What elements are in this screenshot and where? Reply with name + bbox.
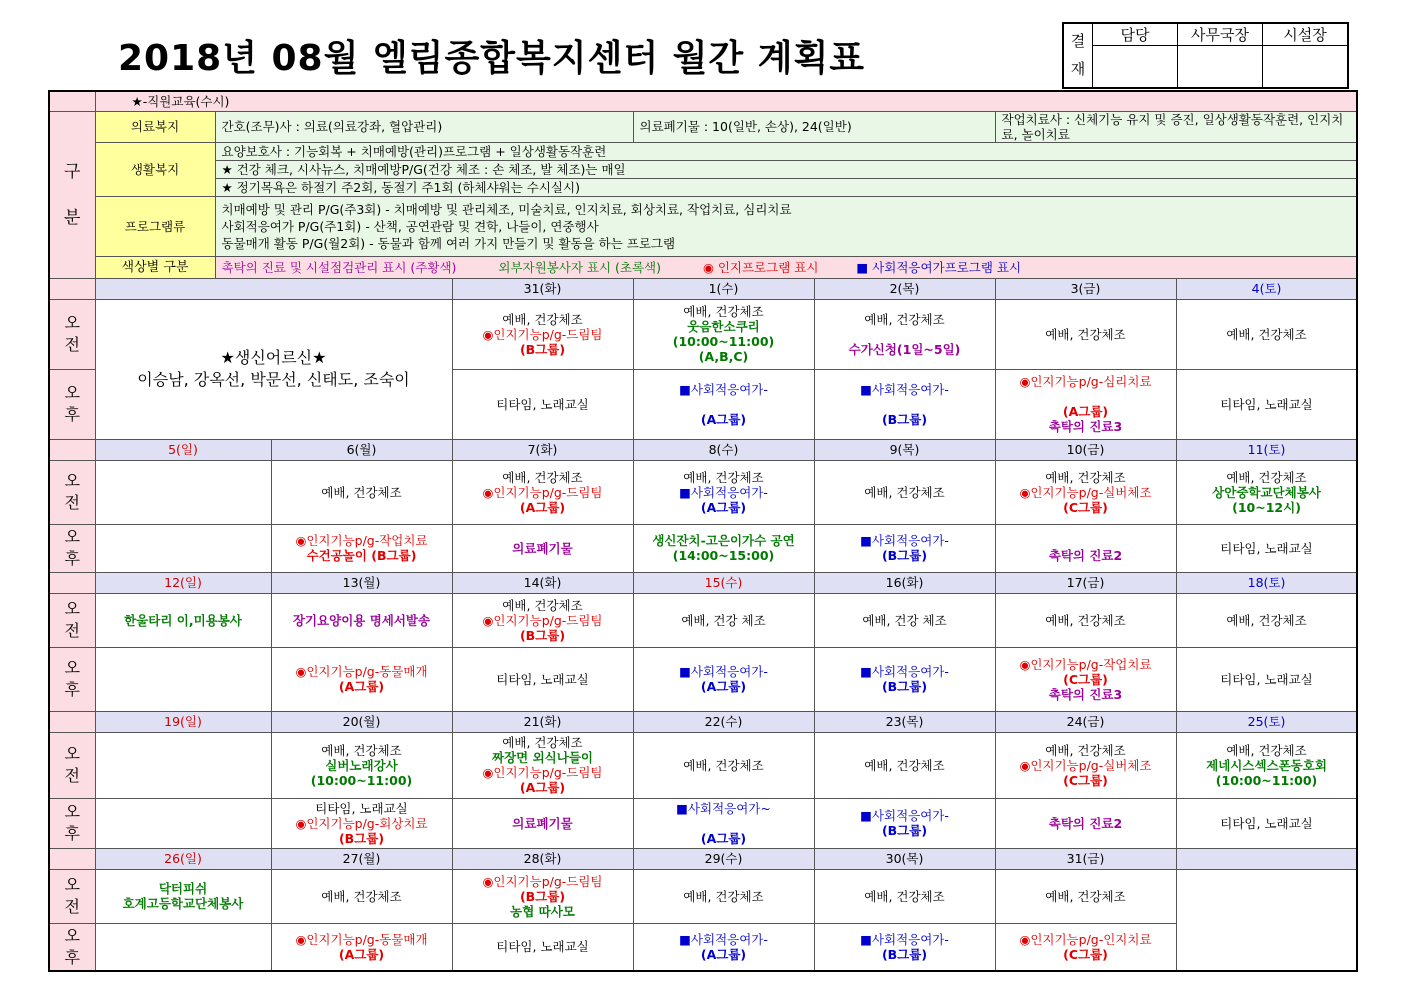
birthday-box <box>95 299 452 439</box>
date-header: 11(토) <box>1176 439 1357 460</box>
schedule-entry: 촉탁의 진료2 <box>1048 815 1123 831</box>
program-line-2: 사회적응여가 P/G(주1회) - 산책, 공연관람 및 견학, 나들이, 연중행사 <box>221 218 599 234</box>
schedule-cell[interactable] <box>452 299 633 369</box>
schedule-entry: 한울타리 이,미용봉사 <box>124 612 242 628</box>
date-header: 17(금) <box>995 572 1176 593</box>
schedule-cell[interactable] <box>1176 524 1357 572</box>
schedule-entry <box>998 533 1174 548</box>
schedule-entry: ◉인지기능p/g-드림팀 <box>482 612 603 628</box>
schedule-cell[interactable] <box>452 369 633 439</box>
schedule-cell[interactable] <box>814 647 995 711</box>
morning-label-char-1: 전 <box>64 766 80 785</box>
schedule-entry: 촉탁의 진료2 <box>1048 548 1123 563</box>
schedule-cell[interactable] <box>95 460 271 524</box>
morning-row <box>49 593 1357 647</box>
morning-row <box>49 299 1357 369</box>
afternoon-row <box>49 647 1357 711</box>
schedule-entry: 생신잔치-고은이가수 공연 <box>652 533 795 548</box>
schedule-entry: (B그룹) <box>519 341 566 357</box>
schedule-entry: 예배, 건강체조 <box>1045 612 1126 628</box>
schedule-entry: 촉탁의 진료3 <box>1048 686 1123 702</box>
schedule-entry: (B그룹) <box>338 830 385 846</box>
date-header: 4(토) <box>1176 278 1357 299</box>
afternoon-label-char-1: 후 <box>64 947 80 967</box>
schedule-entry: (A그룹) <box>700 946 747 962</box>
approval-sign-director[interactable] <box>1263 46 1349 88</box>
birthday-title: ★생신어르신★ <box>220 348 327 367</box>
schedule-entry: ■사회적응여가- <box>860 381 949 397</box>
date-header: 7(화) <box>452 439 633 460</box>
afternoon-label-char-0: 오 <box>64 383 80 402</box>
schedule-entry: 예배, 건강체조 <box>502 735 583 750</box>
schedule-cell[interactable] <box>633 869 814 923</box>
schedule-entry: ◉인지기능p/g-회상치료 <box>295 815 428 831</box>
schedule-entry: ◉인지기능p/g-동물매개 <box>295 931 428 947</box>
schedule-cell[interactable] <box>1176 798 1357 848</box>
schedule-entry: ◉인지기능p/g-실버체조 <box>1019 757 1152 773</box>
schedule-entry: 예배, 건강체조 <box>1045 742 1126 758</box>
schedule-entry: ◉인지기능p/g-심리치료 <box>1019 374 1152 389</box>
plan-table <box>48 90 1358 972</box>
life-line-2: ★ 건강 체크, 시사뉴스, 치매예방P/G(건강 체조 : 손 체조, 발 체조)는 매일 <box>215 160 1357 178</box>
schedule-entry: 수건공놀이 (B그룹) <box>306 548 417 563</box>
date-header: 14(화) <box>452 572 633 593</box>
color-legend <box>215 256 1357 278</box>
life-line-1: 요양보호사 : 기능회복 + 치매예방(관리)프로그램 + 일상생활동작훈련 <box>215 142 1357 160</box>
approval-sign-manager[interactable] <box>1178 46 1263 88</box>
legend-social: ■ 사회적응여가프로그램 표시 <box>856 259 1022 275</box>
date-header: 30(목) <box>814 848 995 869</box>
date-header: 13(월) <box>271 572 452 593</box>
schedule-cell[interactable] <box>814 798 995 848</box>
schedule-entry: (A그룹) <box>1062 404 1109 419</box>
schedule-entry: 예배, 건강체조 <box>1226 612 1307 628</box>
schedule-entry: 예배, 건강체조 <box>864 888 945 904</box>
schedule-entry: 예배, 건강체조 <box>1226 469 1307 485</box>
date-row-spacer <box>49 439 95 460</box>
afternoon-label-char-0: 오 <box>64 658 80 677</box>
schedule-cell[interactable] <box>452 869 633 923</box>
date-header: 31(화) <box>452 278 633 299</box>
approval-role-staff: 담당 <box>1093 23 1178 46</box>
schedule-entry: ■사회적응여가- <box>860 931 949 947</box>
schedule-entry: (B그룹) <box>519 627 566 643</box>
schedule-cell[interactable] <box>95 732 271 798</box>
afternoon-row <box>49 524 1357 572</box>
schedule-entry: (B그룹) <box>881 411 928 427</box>
schedule-cell[interactable] <box>1176 369 1357 439</box>
schedule-cell[interactable] <box>995 593 1176 647</box>
morning-label-char-0: 오 <box>64 875 80 894</box>
schedule-cell[interactable] <box>814 732 995 798</box>
schedule-cell[interactable] <box>452 732 633 798</box>
date-header: 29(수) <box>633 848 814 869</box>
schedule-entry: (A그룹) <box>338 679 385 694</box>
schedule-entry: (A그룹) <box>700 679 747 694</box>
schedule-cell[interactable] <box>271 923 452 971</box>
schedule-entry: 촉탁의 진료3 <box>1048 419 1123 434</box>
schedule-entry: 의료폐기물 <box>512 540 573 556</box>
schedule-cell[interactable] <box>95 524 271 572</box>
date-header: 31(금) <box>995 848 1176 869</box>
schedule-entry: (A그룹) <box>700 499 747 515</box>
schedule-entry: ■사회적응여가- <box>679 931 768 947</box>
week-date-row <box>49 278 1357 299</box>
program-lines <box>215 196 1357 256</box>
schedule-entry: 예배, 건강체조 <box>683 304 764 319</box>
page-title: 2018년 08월 엘림종합복지센터 월간 계획표 <box>118 38 866 79</box>
date-header: 12(일) <box>95 572 271 593</box>
schedule-entry: ◉인지기능p/g-드림팀 <box>482 765 603 780</box>
schedule-entry: (B그룹) <box>519 888 566 904</box>
schedule-cell[interactable] <box>271 593 452 647</box>
schedule-cell[interactable] <box>1176 732 1357 798</box>
schedule-entry: 호계고등학교단체봉사 <box>122 896 244 911</box>
schedule-cell[interactable] <box>814 923 995 971</box>
medical-waste: 의료폐기물 : 10(일반, 손상), 24(일반) <box>633 111 995 142</box>
schedule-cell[interactable] <box>95 923 271 971</box>
morning-label <box>49 869 95 923</box>
schedule-entry: ■사회적응여가- <box>679 381 768 397</box>
schedule-cell[interactable] <box>452 798 633 848</box>
approval-role-manager: 사무국장 <box>1178 23 1263 46</box>
schedule-cell[interactable] <box>995 869 1176 923</box>
schedule-entry: 예배, 건강체조 <box>864 484 945 500</box>
schedule-entry: (A그룹) <box>519 780 566 795</box>
gubun-label-2: 분 <box>64 207 81 228</box>
schedule-entry: (B그룹) <box>881 679 928 694</box>
schedule-entry: (B그룹) <box>881 548 928 563</box>
schedule-entry: 티타임, 노래교실 <box>1220 540 1313 556</box>
schedule-cell[interactable] <box>1176 869 1357 971</box>
schedule-cell[interactable] <box>995 647 1176 711</box>
date-header: 23(목) <box>814 711 995 732</box>
date-header: 28(화) <box>452 848 633 869</box>
legend-volunteer: 외부자원봉사자 표시 (초록색) <box>498 259 661 275</box>
schedule-entry: ◉인지기능p/g-동물매개 <box>295 664 428 679</box>
schedule-cell[interactable] <box>814 369 995 439</box>
date-header: 27(월) <box>271 848 452 869</box>
approval-label <box>1063 23 1093 88</box>
date-header: 24(금) <box>995 711 1176 732</box>
schedule-cell[interactable] <box>995 923 1176 971</box>
medical-ot: 작업치료사 : 신체기능 유지 및 증진, 일상생활동작훈련, 인지치료, 놀이치료 <box>995 111 1357 142</box>
date-header <box>1176 848 1357 869</box>
schedule-entry: (A그룹) <box>700 411 747 427</box>
schedule-entry: 예배, 건강체조 <box>321 888 402 904</box>
approval-table <box>1062 22 1349 89</box>
schedule-entry: 예배, 건강체조 <box>864 311 945 327</box>
schedule-cell[interactable] <box>995 732 1176 798</box>
schedule-cell[interactable] <box>452 647 633 711</box>
schedule-entry: (10~12시) <box>1232 499 1301 515</box>
morning-label-char-1: 전 <box>64 897 80 916</box>
schedule-entry: ◉인지기능p/g-작업치료 <box>1019 656 1152 672</box>
schedule-entry: ■사회적응여가~ <box>676 800 771 816</box>
life-line-3: ★ 정기목욕은 하절기 주2회, 동절기 주1회 (하체샤워는 수시실시) <box>215 178 1357 196</box>
schedule-cell[interactable] <box>95 798 271 848</box>
schedule-entry: (10:00~11:00) <box>310 772 413 788</box>
schedule-entry: 예배, 건강체조 <box>502 469 583 485</box>
schedule-entry: ◉인지기능p/g-작업치료 <box>295 533 428 548</box>
schedule-entry: 예배, 건강체조 <box>1045 469 1126 485</box>
schedule-entry: 장기요양이용 명세서발송 <box>292 612 431 628</box>
schedule-entry: (10:00~11:00) <box>672 334 775 349</box>
afternoon-label-char-1: 후 <box>64 680 80 699</box>
schedule-entry <box>636 397 812 412</box>
schedule-cell[interactable] <box>633 647 814 711</box>
program-line-1: 치매예방 및 관리 P/G(주3회) - 치매예방 및 관리체조, 미술치료, 인지치료, 회상치료, 작업치료, 심리치료 <box>221 201 792 217</box>
schedule-entry: 티타임, 노래교실 <box>315 800 408 816</box>
schedule-cell[interactable] <box>452 923 633 971</box>
birthday-names: 이승남, 강옥선, 박문선, 신태도, 조숙이 <box>137 370 410 389</box>
approval-sign-staff[interactable] <box>1093 46 1178 88</box>
schedule-entry: 예배, 건강체조 <box>683 469 764 485</box>
afternoon-label <box>49 524 95 572</box>
week-date-row <box>49 848 1357 869</box>
schedule-entry: (B그룹) <box>881 946 928 962</box>
schedule-entry: 예배, 건강체조 <box>502 311 583 327</box>
legend-cognitive: ◉ 인지프로그램 표시 <box>702 259 819 275</box>
date-header: 3(금) <box>995 278 1176 299</box>
schedule-cell[interactable] <box>95 593 271 647</box>
schedule-entry: ◉인지기능p/g-드림팀 <box>482 484 603 500</box>
schedule-entry: ◉인지기능p/g-실버체조 <box>1019 484 1152 500</box>
schedule-entry: (A그룹) <box>700 830 747 846</box>
schedule-cell[interactable] <box>1176 460 1357 524</box>
schedule-cell[interactable] <box>995 369 1176 439</box>
schedule-entry: 예배, 건강체조 <box>1226 326 1307 342</box>
schedule-entry: 예배, 건강체조 <box>1045 888 1126 904</box>
program-line-3: 동물매개 활동 P/G(월2회) - 동물과 함께 여러 가지 만들기 및 활동을 하는 프로그램 <box>221 235 676 251</box>
date-header: 8(수) <box>633 439 814 460</box>
schedule-entry: (C그룹) <box>1063 499 1108 515</box>
schedule-cell[interactable] <box>814 299 995 369</box>
schedule-cell[interactable] <box>271 869 452 923</box>
schedule-entry: 짜장면 외식나들이 <box>492 750 593 765</box>
afternoon-label <box>49 798 95 848</box>
schedule-entry <box>817 397 993 412</box>
schedule-entry: 티타임, 노래교실 <box>1220 815 1313 831</box>
schedule-cell[interactable] <box>814 593 995 647</box>
date-row-spacer <box>49 848 95 869</box>
afternoon-label-char-1: 후 <box>64 405 80 424</box>
schedule-entry: ■사회적응여가- <box>860 808 949 823</box>
morning-row <box>49 460 1357 524</box>
medical-nurse: 간호(조무)사 : 의료(의료강좌, 혈압관리) <box>215 111 633 142</box>
date-header: 6(월) <box>271 439 452 460</box>
morning-label-char-0: 오 <box>64 744 80 763</box>
color-legend-label: 색상별 구분 <box>95 256 215 278</box>
schedule-entry: 티타임, 노래교실 <box>496 396 589 412</box>
afternoon-label-char-0: 오 <box>64 925 80 945</box>
date-row-spacer <box>49 572 95 593</box>
schedule-cell[interactable] <box>633 369 814 439</box>
morning-label <box>49 460 95 524</box>
schedule-entry: (A,B,C) <box>698 349 749 364</box>
schedule-cell[interactable] <box>633 593 814 647</box>
afternoon-row <box>49 798 1357 848</box>
morning-label-char-0: 오 <box>64 599 80 618</box>
afternoon-row <box>49 923 1357 971</box>
schedule-entry: 예배, 건강 체조 <box>681 612 766 628</box>
schedule-entry: 상안중학교단체봉사 <box>1212 484 1321 500</box>
medical-label: 의료복지 <box>95 111 215 142</box>
schedule-cell[interactable] <box>95 647 271 711</box>
schedule-cell[interactable] <box>271 460 452 524</box>
morning-row <box>49 732 1357 798</box>
schedule-entry: ◉인지기능p/g-인지치료 <box>1019 931 1152 947</box>
date-header: 1(수) <box>633 278 814 299</box>
schedule-entry: ■사회적응여가- <box>860 664 949 679</box>
schedule-entry: 의료폐기물 <box>512 815 573 831</box>
schedule-cell[interactable] <box>633 299 814 369</box>
schedule-cell[interactable] <box>452 460 633 524</box>
morning-label-char-1: 전 <box>64 335 80 354</box>
schedule-entry: (C그룹) <box>1063 671 1108 687</box>
morning-label <box>49 299 95 369</box>
afternoon-label-char-1: 후 <box>64 824 80 843</box>
approval-label-1: 결 <box>1070 32 1086 51</box>
date-header: 19(일) <box>95 711 271 732</box>
schedule-cell[interactable] <box>995 524 1176 572</box>
schedule-cell[interactable] <box>633 460 814 524</box>
schedule-cell[interactable] <box>452 593 633 647</box>
schedule-entry: 티타임, 노래교실 <box>1220 396 1313 412</box>
schedule-entry: ■사회적응여가- <box>860 533 949 548</box>
program-label: 프로그램류 <box>95 196 215 256</box>
date-header: 20(월) <box>271 711 452 732</box>
schedule-cell[interactable] <box>995 299 1176 369</box>
schedule-cell[interactable] <box>452 524 633 572</box>
schedule-entry: 예배, 건강체조 <box>864 757 945 773</box>
schedule-cell[interactable] <box>814 460 995 524</box>
schedule-entry: (A그룹) <box>338 946 385 962</box>
schedule-entry: 예배, 건강 체조 <box>862 612 947 628</box>
afternoon-label-char-1: 후 <box>64 549 80 568</box>
schedule-entry: 예배, 건강체조 <box>1045 326 1126 342</box>
schedule-entry: (A그룹) <box>519 499 566 515</box>
approval-role-director: 시설장 <box>1263 23 1349 46</box>
schedule-cell[interactable] <box>814 869 995 923</box>
schedule-entry: 실버노래강사 <box>325 757 398 773</box>
schedule-cell[interactable] <box>995 798 1176 848</box>
morning-label-char-0: 오 <box>64 471 80 490</box>
date-header: 9(목) <box>814 439 995 460</box>
morning-label <box>49 732 95 798</box>
schedule-entry: 예배, 건강체조 <box>683 888 764 904</box>
date-header: 26(일) <box>95 848 271 869</box>
week-date-row <box>49 572 1357 593</box>
schedule-entry: 예배, 건강체조 <box>683 757 764 773</box>
schedule-cell[interactable] <box>1176 299 1357 369</box>
schedule-entry: (C그룹) <box>1063 772 1108 788</box>
gubun-label-1: 구 <box>64 161 81 182</box>
schedule-cell[interactable] <box>271 732 452 798</box>
date-row-spacer <box>49 711 95 732</box>
schedule-entry: 예배, 건강체조 <box>321 742 402 758</box>
schedule-entry: (10:00~11:00) <box>1215 772 1318 788</box>
afternoon-label-char-0: 오 <box>64 802 80 821</box>
week-date-row <box>49 439 1357 460</box>
schedule-entry: 티타임, 노래교실 <box>496 671 589 687</box>
schedule-cell[interactable] <box>633 923 814 971</box>
schedule-entry: 수가신청(1일~5일) <box>848 341 961 357</box>
morning-label <box>49 593 95 647</box>
schedule-entry <box>636 816 812 831</box>
schedule-cell[interactable] <box>271 524 452 572</box>
life-label: 생활복지 <box>95 142 215 196</box>
week-date-row <box>49 711 1357 732</box>
date-row-spacer <box>49 278 95 299</box>
schedule-cell[interactable] <box>633 524 814 572</box>
legend-doctor: 촉탁의 진료 및 시설점검관리 표시 (주황색) <box>221 259 457 275</box>
schedule-entry: 티타임, 노래교실 <box>1220 671 1313 687</box>
afternoon-label <box>49 369 95 439</box>
schedule-entry: 제네시스섹스폰동호회 <box>1206 757 1327 773</box>
schedule-entry: (B그룹) <box>881 823 928 838</box>
date-header: 25(토) <box>1176 711 1357 732</box>
afternoon-label-char-0: 오 <box>64 527 80 546</box>
morning-label-char-1: 전 <box>64 493 80 512</box>
schedule-entry: 예배, 건강체조 <box>502 597 583 613</box>
schedule-cell[interactable] <box>1176 647 1357 711</box>
schedule-cell[interactable] <box>633 732 814 798</box>
schedule-entry: ■사회적응여가- <box>679 664 768 679</box>
morning-label-char-0: 오 <box>64 313 80 332</box>
afternoon-label <box>49 923 95 971</box>
schedule-entry: (C그룹) <box>1063 946 1108 962</box>
schedule-cell[interactable] <box>271 647 452 711</box>
schedule-cell[interactable] <box>633 798 814 848</box>
staff-education: ★-직원교육(수시) <box>95 91 1357 111</box>
schedule-entry: 닥터피쉬 <box>158 881 208 896</box>
date-header: 15(수) <box>633 572 814 593</box>
gubun-label <box>49 111 95 278</box>
schedule-entry: ◉인지기능p/g-드림팀 <box>482 326 603 342</box>
date-header: 5(일) <box>95 439 271 460</box>
schedule-cell[interactable] <box>814 524 995 572</box>
date-header: 2(목) <box>814 278 995 299</box>
schedule-entry: 농협 따사모 <box>510 903 575 919</box>
schedule-entry: 웃음한소쿠리 <box>687 319 760 334</box>
date-header: 16(화) <box>814 572 995 593</box>
date-header: 18(토) <box>1176 572 1357 593</box>
schedule-entry: 티타임, 노래교실 <box>496 939 589 955</box>
date-header <box>95 278 452 299</box>
morning-label-char-1: 전 <box>64 621 80 640</box>
schedule-cell[interactable] <box>1176 593 1357 647</box>
approval-label-2: 재 <box>1070 60 1086 79</box>
schedule-cell[interactable] <box>95 869 271 923</box>
schedule-cell[interactable] <box>995 460 1176 524</box>
morning-row <box>49 869 1357 923</box>
schedule-entry: 예배, 건강체조 <box>321 484 402 500</box>
schedule-entry: 예배, 건강체조 <box>1226 742 1307 758</box>
schedule-entry <box>817 327 993 342</box>
date-header: 22(수) <box>633 711 814 732</box>
afternoon-label <box>49 647 95 711</box>
schedule-entry <box>998 389 1174 404</box>
schedule-entry: ◉인지기능p/g-드림팀 <box>482 873 603 889</box>
schedule-entry: ■사회적응여가- <box>679 484 768 500</box>
schedule-cell[interactable] <box>271 798 452 848</box>
date-header: 21(화) <box>452 711 633 732</box>
schedule-entry: (14:00~15:00) <box>672 548 775 563</box>
date-header: 10(금) <box>995 439 1176 460</box>
